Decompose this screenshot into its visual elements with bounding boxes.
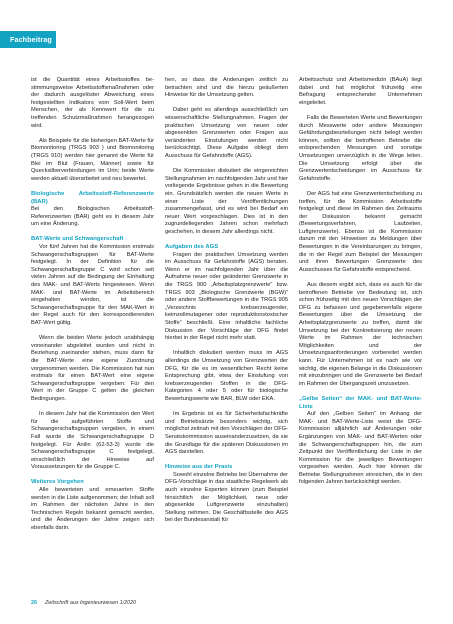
- body-paragraph: Wenn die beiden Werte jedoch unabhängig voneinander abgeleitet wurden und nicht in Beziehung zueinander stehen, muss dann für die BAT-Werte eine eigene Zuordnung vorgenommen werden. Die Kommission hat nun erstmals für einen BAT-Wert eine eigene Schwangerschaftsgruppe vergeben: Für den Wert in der Gruppe C gelten die gleichen Bedingungen.: [31, 335, 154, 402]
- body-paragraph: ist die Quantität eines Arbeitsstoffes be-stimmungsweise Arbeitsstoffsmaßnahmen oder der dadurch ausgelöster Abweichung eines festgestellten Indikators vom Soll-Wert beim Menschen, der als Kennwert für die zu treffenden Schutzmaßnahmen herangezogen wird.: [31, 77, 154, 129]
- body-paragraph: In diesem Jahr hat die Kommission den Wert für die aufgeführten Stoffe und Schwangerschaftsgruppen vergeben, in einem Fall wurde die Schwangerschaftsgruppe D festgelegt. Für Anilin (62-53-3) wurde die Schwangerschaftsgruppe C festgelegt, einschließlich der Hinweise auf Voraussetzungen für die Gruppe C.: [31, 411, 154, 471]
- text-column-1: [31, 77, 154, 593]
- text-column-2: [165, 77, 288, 593]
- body-paragraph: Vor fünf Jahren hat die Kommission erstmals Schwangerschaftsgruppen für BAT-Werte festgelegt. In der Definition für die Schwangerschaftsgruppe C wird schon seit vielen Jahren auf die Bedingung der Einhaltung des MAK- und BAT-Werts hingewiesen. Wenn MAK- und BAT-Werte im Arbeitsbereich eingehalten werden, ist die Schwangerschaftsgruppe für den MAK-Wert in der Regel auch für den korrespondierenden BAT-Wert gültig.: [31, 244, 154, 326]
- publication-name: Zeitschrift aus Ingenieurwesen 1/2020: [45, 600, 137, 606]
- section-heading: BAT-Werte und Schwangerschaft: [31, 236, 124, 243]
- section-tab: Fachbeitrag: [0, 31, 56, 48]
- page-number: 26: [31, 600, 37, 606]
- section-heading: Hinweise aus der Praxis: [165, 464, 233, 471]
- body-paragraph: hen, so dass die Änderungen zeitlich zu betrachten sind und die hierzu geäußerten Hinweise für die Umsetzung gelten.: [165, 77, 288, 99]
- section-heading: Aufgaben des AGS: [165, 244, 219, 251]
- body-paragraph: Auf den „Gelben Seiten“ im Anhang der MAK- und BAT-Werte-Liste weist die DFG-Kommission alljährlich auf Änderungen oder Ergänzungen von MAK- und BAT-Werten oder die Schwangerschaftsgruppen hin, die zum Zeitpunkt der Veröffentlichung der Liste in der Kommission für die jeweiligen Bewertungen vorgesehen werden. Auch hier können die Betriebe Stellungnahmen einreichen, die in den folgenden Jahren berücksichtigt werden.: [299, 411, 422, 486]
- body-paragraph: Als Beispiele für die bisherigen BAT-Werte für Biomonitoring (TRGS 903 ) und Biomonitoring (TRGS 910) werden hier genannt die Werte für Blei im Blut (Frauen, Männer) sowie für Quecksilberverbindungen im Urin; beide Werte werden aktuell überarbeitet und neu bewertet.: [31, 137, 154, 182]
- article-columns: [31, 77, 423, 593]
- section-heading: „Gelbe Seiten“ der MAK- und BAT-Werte-Liste: [299, 395, 422, 410]
- section-heading: Weiteres Vorgehen: [31, 479, 84, 486]
- body-paragraph: Aus diesem ergibt sich, dass es auch für die betroffenen Betriebe vor Bedeutung ist, sich schon frühzeitig mit den neuen Vorschlägen der DFG zu befassen und gegebenenfalls eigene Bewertungen über die Umsetzung der Arbeitsplatzgrenzwerte zu treffen, damit die Umsetzung bei der Konkretisierung der neuen Werte im Rahmen der technischen Möglichkeiten und der Umsetzungsanforderungen vorbereitet werden kann. Für Unternehmen ist es nach wie vor wichtig, die eigenen Belange in die Diskussionen mit einzubringen und die Grenzwerte bei Bedarf im Rahmen der Übergangszeit umzusetzen.: [299, 282, 422, 387]
- body-paragraph: Bei den Biologischen Arbeitsstoff-Referenzwerten (BAR) geht es in diesem Jahr um eine Änderung.: [31, 206, 154, 228]
- body-paragraph: Der AGS hat eine Grenzwertentscheidung zu treffen, für die Kommission Arbeitsstoffe festgelegt und diese im Rahmen des Zeitraums der Diskussion bekannt gemacht (Bewertungsverfahren, Laufzeiten, Luftgrenzwerte). Ebenso ist die Kommission darum mit den Hinweisen zu Meldungen über Bewertungen in die Vereinbarungen zu bringen, die in der Regel zum Beispiel der Messungen und ihren Bewertungen Grenzwerte des Ausschusses für Gefahrstoffe entsprechend.: [299, 190, 422, 273]
- body-paragraph: Alle bewerteten und erneuerten Stoffe werden in die Liste aufgenommen; der Inhalt soll im Rahmen der nächsten Jahre in den Technischen Regeln bekannt gemacht werden, und die Änderungen der Jahre zeigen sich ebenfalls darin.: [31, 487, 154, 532]
- body-paragraph: Sowohl einzelne Betriebe bei Übernahme der DFG-Vorschläge in das staatliche Regelwerk als auch einzelne Experten können (zum Beispiel hinsichtlich der Möglichkeit, neue oder abgesenkte Luftgrenzwerte einzuhalten) Stellung nehmen. Die Geschäftsstelle des AGS bei der Bundesanstalt für: [165, 471, 288, 524]
- page-footer: [31, 600, 136, 607]
- body-paragraph: Arbeitsschutz und Arbeitsmedizin (BAuA) liegt dabei und hat möglichst frühzeitig eine Befragung entsprechender Unternehmen eingeleitet.: [299, 77, 422, 106]
- text-column-3: [299, 77, 422, 593]
- body-paragraph: Dabei geht es allerdings ausschließlich um wissenschaftliche Stellungnahmen. Fragen der praktischen Umsetzung von neuen oder abgesenkten Grenzwerten oder Fragen aus veränderten Einstufungen werden nicht berücksichtigt. Diese Aufgabe obliegt dem Ausschuss für Gefahrstoffe (AGS).: [165, 107, 288, 159]
- body-paragraph: Falls die Bewerteten Werte und Bewertungen durch Messwerte oder andere Messungen Gefährdungsbeurteilungen nicht belegt werden können, sollten die betroffenen Betriebe die entsprechenden Messungen und sonstige Umsetzungen unverzüglich in die Wege leiten. Die Umsetzung erfolgt über die Grenzwertentscheidungen im Ausschuss für Gefahrstoffe.: [299, 114, 422, 182]
- body-paragraph: Im Ergebnis ist es für Sicherheitsfachkräfte und Betriebsärzte besonders wichtig, sich möglichst zeitnah mit den Vorschlägen der DFG-Senatskommission auseinanderzusetzen, da sie die Grundlage für die späteren Diskussionen im AGS darstellen.: [165, 411, 288, 456]
- body-paragraph: Fragen der praktischen Umsetzung werden im Ausschuss für Gefahrstoffe (AGS) beraten. Wenn er im nachfolgenden Jahr über die Aufnahme neuer oder geänderter Grenzwerte in die TRGS 900 „Arbeitsplatzgrenzwerte“ bzw. TRGS 903 „Biologische Grenzwerte (BGW)“ oder andere Stoffbewertungen in die TRGS 905 „Verzeichnis krebserzeugender, keimzellmutagener oder reproduktionstoxischer Stoffe“ beschließt. Eine inhaltliche fachliche Diskussion der Vorschläge der DFG findet hierbei in der Regel nicht mehr statt.: [165, 251, 288, 342]
- section-heading: Biologische Arbeitsstoff-Referenzwerte (BAR): [31, 190, 154, 205]
- body-paragraph: Die Kommission diskutiert die eingereichten Stellungnahmen im nachfolgenden Jahr und hier vorliegende Ergebnisse gehen in die Bewertung ein. Grundsätzlich werden die neuen Werte in einer Liste der Veröffentlichungen zusammengefasst, und es wird bei Bedarf ein neuer Wert vorgeschlagen. Dies ist in den zugrundeliegenden Jahren schon mehrfach geschehen, in diesem Jahr allerdings nicht.: [165, 168, 288, 235]
- body-paragraph: Inhaltlich diskutiert werden muss im AGS allerdings die Umsetzung von Grenzwerten der DFG, für die es im wesentlichen Recht keine Entsprechung gibt, etwa der Einstufung von krebserzeugenden Stoffen in die DFG-Kategorien 4 oder 5 oder für biologische Bewertungswerte wie BAR, BLW oder EKA.: [165, 350, 288, 402]
